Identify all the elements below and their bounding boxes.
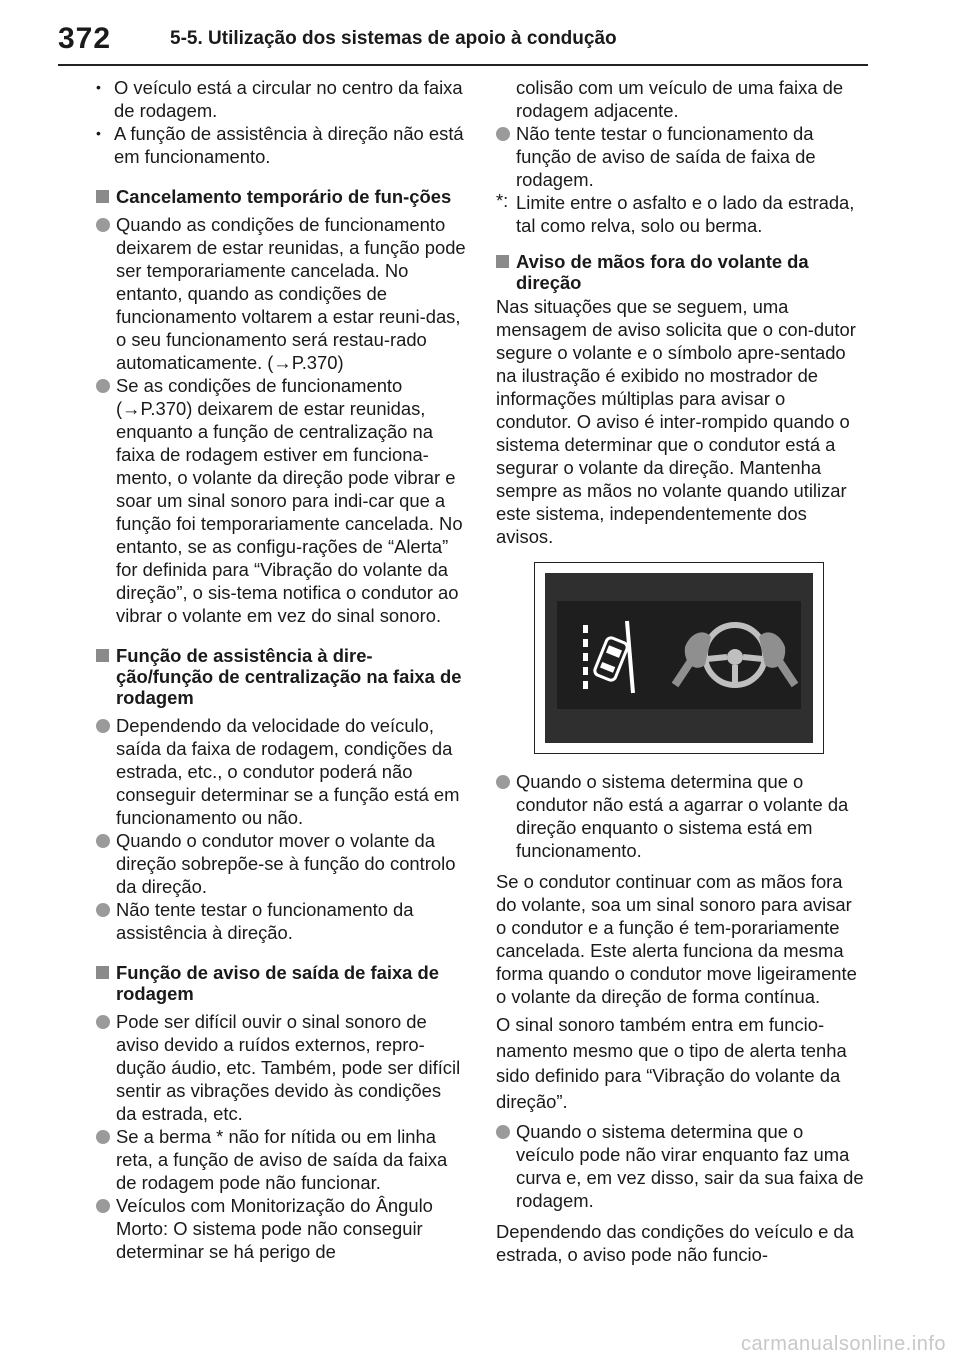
bullet-text: Veículos com Monitorização do Ângulo Morto: O sistema pode não conseguir determinar se há perigo de [116,1195,433,1262]
section-title: Função de aviso de saída de faixa de rodagem [116,962,439,1004]
bullet-item [96,898,466,944]
paragraph: O sinal sonoro também entra em funcio-namento mesmo que o tipo de alerta tenha sido definido para “Vibração do volante da direção”. [496,1014,847,1112]
bullet-item [496,770,866,862]
section-title: Aviso de mãos fora do volante da direção [516,251,809,293]
bullet-item [96,714,466,829]
chapter-title: 5-5. Utilização dos sistemas de apoio à condução [170,28,617,49]
multi-information-display [545,573,813,743]
bullet-text: Quando o sistema determina que o veículo pode não virar enquanto faz uma curva e, em vez disso, sair da sua faixa de rodagem. [516,1121,864,1211]
page-header [0,0,960,60]
hands-off-warning-icon [545,573,813,743]
circle-bullet-icon [96,903,110,917]
bullet-item [496,1120,866,1212]
circle-bullet-icon [96,1130,110,1144]
section-heading [96,186,466,207]
section-heading [96,962,466,1004]
circle-bullet-icon [496,127,510,141]
paragraph: Nas situações que se seguem, uma mensagem de aviso solicita que o con-dutor segure o volante e o símbolo apre-sentado na ilustração é exibido no mostrador de informações múltiplas para avisar o condutor. O aviso é inter-rompido quando o sistema determinar que o condutor está a segurar o volante da direção. Mantenha sempre as mãos no volante quando utilizar este sistema, independentemente dos avisos. [496,296,856,547]
bullet-text: Quando o sistema determina que o condutor não está a agarrar o volante da direção enquanto o sistema está em funcionamento. [516,771,849,861]
footnote-mark: *: [496,190,509,211]
square-bullet-icon [96,966,109,979]
warning-illustration [534,562,824,754]
section-heading [96,645,466,708]
circle-bullet-icon [96,218,110,232]
bullet-item [96,213,466,374]
watermark: carmanualsonline.info [740,1333,946,1355]
bullet-text: Quando o condutor mover o volante da direção sobrepõe-se à função do controlo da direção. [116,830,456,897]
continuation-text: colisão com um veículo de uma faixa de rodagem adjacente. [516,77,844,121]
circle-bullet-icon [496,1125,510,1139]
section-title: Cancelamento temporário de fun-ções [116,186,452,207]
bullet-item [496,122,866,191]
section-title: Função de assistência à dire-ção/função de centralização na faixa de rodagem [116,645,462,708]
bullet-item [96,374,466,627]
bullet-text: Se as condições de funcionamento (→P.370) deixarem de estar reunidas, enquanto a função de centralização na faixa de rodagem estiver em funciona-mento, o volante da direção pode vibrar e soar um sinal sonoro para indi-car que a função foi temporariamente cancelada. No entanto, se as configu-rações de “Alerta” for definida para “Vibração do volante da direção”, o sis-tema notifica o condutor ao vibrar o volante em vez do sinal sonoro. [116,375,463,626]
footnote-text: Limite entre o asfalto e o lado da estrada, tal como relva, solo ou berma. [516,192,855,236]
bullet-text: Não tente testar o funcionamento da assistência à direção. [116,899,414,943]
right-column [496,76,866,1266]
page-number: 372 [58,22,112,55]
circle-bullet-icon [496,775,510,789]
section-heading [496,251,866,293]
circle-bullet-icon [96,1015,110,1029]
bullet-text: Se a berma * não for nítida ou em linha reta, a função de aviso de saída da faixa de rodagem pode não funcionar. [116,1126,448,1193]
left-column [96,76,466,1263]
bullet-item [96,1125,466,1194]
circle-bullet-icon [96,719,110,733]
bullet-text: Pode ser difícil ouvir o sinal sonoro de aviso devido a ruídos externos, repro-dução áudio, etc. Também, pode ser difícil sentir as vibrações devido às condições da estrada, etc. [116,1011,461,1124]
bullet-text: Quando as condições de funcionamento deixarem de estar reunidas, a função pode ser temporariamente cancelada. No entanto, quando as condições de funcionamento voltarem a estar reuni-das, o seu funcionamento será restau-rado automaticamente. (→P.370) [116,214,466,373]
circle-bullet-icon [96,379,110,393]
square-bullet-icon [496,255,509,268]
bullet-item [96,1194,466,1263]
list-item: • O veículo está a circular no centro da faixa de rodagem. [96,76,466,122]
paragraph: Dependendo das condições do veículo e da estrada, o aviso pode não funcio- [496,1221,854,1265]
circle-bullet-icon [96,834,110,848]
square-bullet-icon [96,190,109,203]
bullet-item [96,829,466,898]
bullet-text: Dependendo da velocidade do veículo, saída da faixa de rodagem, condições da estrada, etc., o condutor poderá não conseguir determinar se a função está em funcionamento ou não. [116,715,460,828]
header-divider [58,64,868,66]
list-item: • A função de assistência à direção não está em funcionamento. [96,122,466,168]
bullet-text: Não tente testar o funcionamento da função de aviso de saída de faixa de rodagem. [516,123,816,190]
bullet-item [96,1010,466,1125]
paragraph: Se o condutor continuar com as mãos fora do volante, soa um sinal sonoro para avisar o condutor e a função é tem-porariamente cancelada. Este alerta funciona da mesma forma quando o condutor move ligeiramente o volante da direção de forma contínua. [496,871,857,1007]
circle-bullet-icon [96,1199,110,1213]
footnote [496,191,866,237]
square-bullet-icon [96,649,109,662]
